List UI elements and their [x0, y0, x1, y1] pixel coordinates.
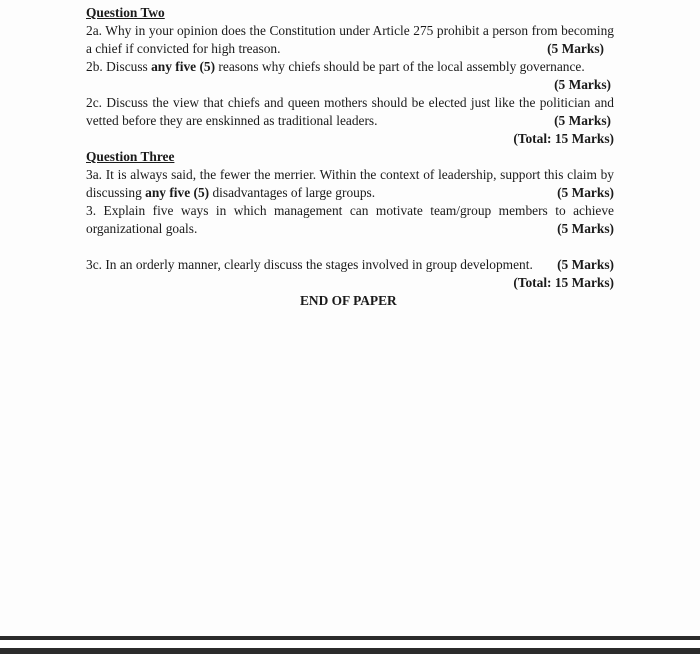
q2a-marks: (5 Marks) — [547, 41, 604, 56]
q2b-text — [86, 58, 585, 75]
q3a-text-pre: discussing — [86, 185, 146, 200]
q3b-marks: (5 Marks) — [557, 221, 614, 236]
bottom-border-gap — [0, 640, 700, 648]
q3a-text-post: disadvantages of large groups. — [209, 185, 376, 200]
q2a-text-line1: 2a. Why in your opinion does the Constitution under Article 275 prohibit a person from becoming — [86, 23, 614, 38]
q2c-text-line1: 2c. Discuss the view that chiefs and queen mothers should be elected just like the politician and — [86, 95, 614, 110]
q2c-text-line2: vetted before they are enskinned as traditional leaders. — [86, 113, 378, 128]
q2b-marks: (5 Marks) — [554, 77, 611, 92]
q2b-text-pre: 2b. Discuss — [86, 59, 152, 74]
q3b-text-line1: 3. Explain five ways in which management can motivate team/group members to achieve — [86, 203, 614, 218]
q3a-marks: (5 Marks) — [557, 185, 614, 200]
question-three-heading: Question Three — [86, 149, 175, 164]
q2a-text-line2: a chief if convicted for high treason. — [86, 41, 281, 56]
q3a-text-line1: 3a. It is always said, the fewer the merrier. Within the context of leadership, support this claim by — [86, 167, 614, 182]
q2-total-marks: (Total: 15 Marks) — [513, 131, 614, 146]
question-two-heading: Question Two — [86, 5, 165, 20]
q3a-text-bold: any five (5) — [145, 185, 210, 200]
end-of-paper: END OF PAPER — [300, 293, 397, 308]
q3c-marks: (5 Marks) — [557, 257, 614, 272]
q3b-text-line2: organizational goals. — [86, 221, 198, 236]
q2c-marks: (5 Marks) — [554, 113, 611, 128]
q3-total-marks: (Total: 15 Marks) — [513, 275, 614, 290]
q2b-text-bold: any five (5) — [151, 59, 216, 74]
q3a-text-line2 — [86, 184, 375, 201]
q2b-text-post: reasons why chiefs should be part of the local assembly governance. — [215, 59, 585, 74]
q3c-text: 3c. In an orderly manner, clearly discuss the stages involved in group development. — [86, 257, 533, 272]
